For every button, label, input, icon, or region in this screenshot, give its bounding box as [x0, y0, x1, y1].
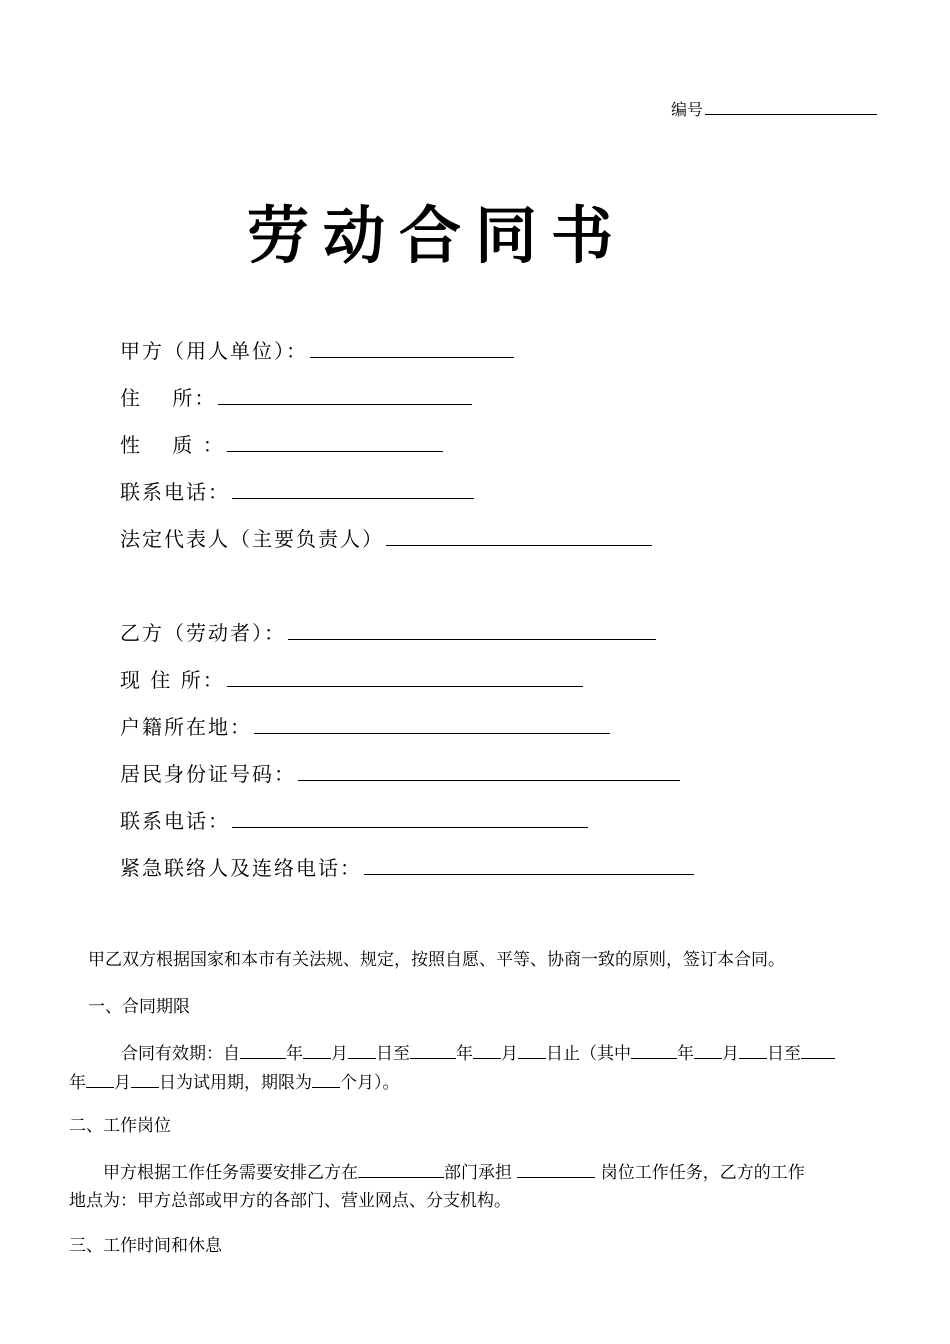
party-a-phone-blank[interactable]: [232, 478, 474, 499]
section-2-heading: 二、工作岗位: [69, 1116, 171, 1136]
trial-end-month-blank[interactable]: [86, 1071, 114, 1088]
trial-start-day-blank[interactable]: [739, 1042, 767, 1059]
party-a-legal-rep-label: 法定代表人（主要负责人）: [120, 527, 384, 551]
party-b-id-blank[interactable]: [298, 760, 680, 781]
start-month-blank[interactable]: [303, 1042, 331, 1059]
party-a-legal-rep-field: [120, 523, 652, 552]
end-day-blank[interactable]: [518, 1042, 546, 1059]
document-title: 劳动合同书: [247, 199, 628, 272]
section-3-heading: 三、工作时间和休息: [69, 1236, 222, 1256]
start-year-blank[interactable]: [240, 1042, 286, 1059]
serial-number: [671, 96, 877, 120]
party-b-emergency-blank[interactable]: [364, 854, 694, 875]
party-b-id-field: [120, 758, 680, 787]
position-blank[interactable]: [517, 1161, 595, 1178]
party-a-address-field: [120, 382, 472, 411]
party-b-phone-label: 联系电话：: [120, 809, 230, 833]
party-b-phone-field: [120, 805, 588, 834]
end-month-blank[interactable]: [473, 1042, 501, 1059]
trial-start-year-blank[interactable]: [631, 1042, 677, 1059]
party-a-address-blank[interactable]: [218, 384, 472, 405]
party-a-nature-label: 性 质 ：: [120, 433, 225, 457]
party-a-name-blank[interactable]: [310, 337, 514, 358]
position-line-2: 地点为：甲方总部或甲方的各部门、营业网点、分支机构。: [69, 1191, 511, 1211]
trial-months-blank[interactable]: [312, 1071, 340, 1088]
trial-end-day-blank[interactable]: [131, 1071, 159, 1088]
party-b-emergency-field: [120, 852, 694, 881]
party-a-phone-label: 联系电话：: [120, 480, 230, 504]
party-b-household-label: 户籍所在地：: [120, 715, 252, 739]
end-year-blank[interactable]: [410, 1042, 456, 1059]
term-line-1: 合同有效期：自 年 月 日至 年 月 日止（其中 年 月 日至: [121, 1039, 835, 1069]
party-a-address-label: 住 所：: [120, 386, 217, 410]
party-a-nature-blank[interactable]: [227, 431, 443, 452]
party-b-id-label: 居民身份证号码：: [120, 762, 296, 786]
party-b-emergency-label: 紧急联络人及连络电话：: [120, 856, 362, 880]
intro-paragraph: 甲乙双方根据国家和本市有关法规、规定，按照自愿、平等、协商一致的原则，签订本合同。: [88, 950, 785, 970]
party-b-name-blank[interactable]: [288, 619, 656, 640]
serial-label: 编号: [671, 100, 704, 119]
party-a-nature-field: [120, 429, 443, 458]
party-a-phone-field: [120, 476, 474, 505]
trial-start-month-blank[interactable]: [694, 1042, 722, 1059]
section-1-heading: 一、合同期限: [88, 997, 190, 1017]
party-b-address-label: 现 住 所：: [120, 668, 225, 692]
party-a-name-field: [120, 335, 514, 364]
party-b-name-field: [120, 617, 656, 646]
party-b-household-blank[interactable]: [254, 713, 610, 734]
party-b-address-blank[interactable]: [227, 666, 583, 687]
party-b-phone-blank[interactable]: [232, 807, 588, 828]
party-a-legal-rep-blank[interactable]: [386, 525, 652, 546]
trial-end-year-blank[interactable]: [801, 1042, 835, 1059]
party-a-name-label: 甲方（用人单位）：: [120, 339, 308, 363]
term-line-2: 年 月 日为试用期，期限为 个月）。: [69, 1073, 400, 1093]
position-line-1: 甲方根据工作任务需要安排乙方在 部门承担 岗位工作任务，乙方的工作: [103, 1163, 805, 1183]
party-b-address-field: [120, 664, 583, 693]
serial-blank[interactable]: [705, 96, 877, 115]
party-b-household-field: [120, 711, 610, 740]
department-blank[interactable]: [358, 1161, 444, 1178]
start-day-blank[interactable]: [348, 1042, 376, 1059]
party-b-name-label: 乙方（劳动者）：: [120, 621, 286, 645]
